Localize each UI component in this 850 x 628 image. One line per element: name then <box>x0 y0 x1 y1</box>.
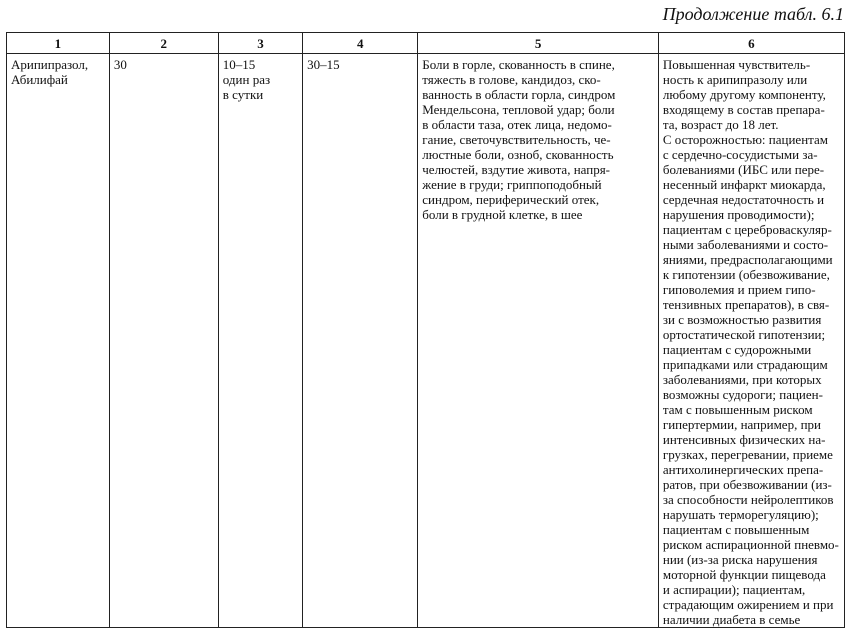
col2-text: 30 <box>113 57 127 72</box>
side-effects-text: Боли в горле, скованность в спине, тяжесть в голове, кандидоз, ско- ванность в области горла, синдром Мендельсона, тепловой удар; боли в области таза, отек лица, недомо- гание, светочувствительность, че- люстные боли, озноб, скованность челюстей, вздутие живота, напря- жение в груди; гриппоподобный синдром, периферический отек, боли в грудной клетке, в шее <box>422 57 616 222</box>
drug-name-text: Арипипразол, Абилифай <box>11 57 89 87</box>
cell-dosing <box>218 54 302 628</box>
column-header-4: 4 <box>303 33 418 54</box>
drug-table <box>6 32 845 628</box>
column-header-3: 3 <box>218 33 302 54</box>
column-header-2: 2 <box>109 33 218 54</box>
table-header-row <box>7 33 845 54</box>
cell-side-effects <box>418 54 659 628</box>
column-header-5: 5 <box>418 33 659 54</box>
table-caption: Продолжение табл. 6.1 <box>662 4 844 24</box>
cell-drug-name <box>7 54 110 628</box>
column-header-6: 6 <box>658 33 844 54</box>
table-row <box>7 54 845 628</box>
contraindications-text: Повышенная чувствитель- ность к арипипразолу или любому другому компоненту, входящему в состав препара- та, возраст до 18 лет. С осторожностью: пациентам с сердечно-сосудистыми за- болеваниями (ИБС или пере- несенный инфаркт миокарда, сердечная недостаточность и нарушения проводимости); пациентам с цереброваскуляр- ными заболеваниями и состо- яниями, предрасполагающими к гипотензии (обезвоживание, гиповолемия и прием гипо- тензивных препаратов), в свя- зи с возможностью развития ортостатической гипотензии; пациентам с судорожными припадками или страдающим заболеваниями, при которых возможны судороги; пациен- там с повышенным риском гипертермии, например, при интенсивных физических на- грузках, перегревании, приеме антихолинергических препа- ратов, при обезвоживании (из- за способности нейролептиков нарушать терморегуляцию); пациентам с повышенным риском аспирационной пневмо- нии (из-за риска нарушения моторной функции пищевода и аспирации); пациентам, страдающим ожирением и при наличии диабета в семье <box>662 57 839 627</box>
col4-text: 30–15 <box>307 57 340 72</box>
column-header-1: 1 <box>7 33 110 54</box>
cell-col2 <box>109 54 218 628</box>
cell-contraindications <box>658 54 844 628</box>
dosing-text: 10–15 один раз в сутки <box>222 57 271 102</box>
cell-col4 <box>303 54 418 628</box>
